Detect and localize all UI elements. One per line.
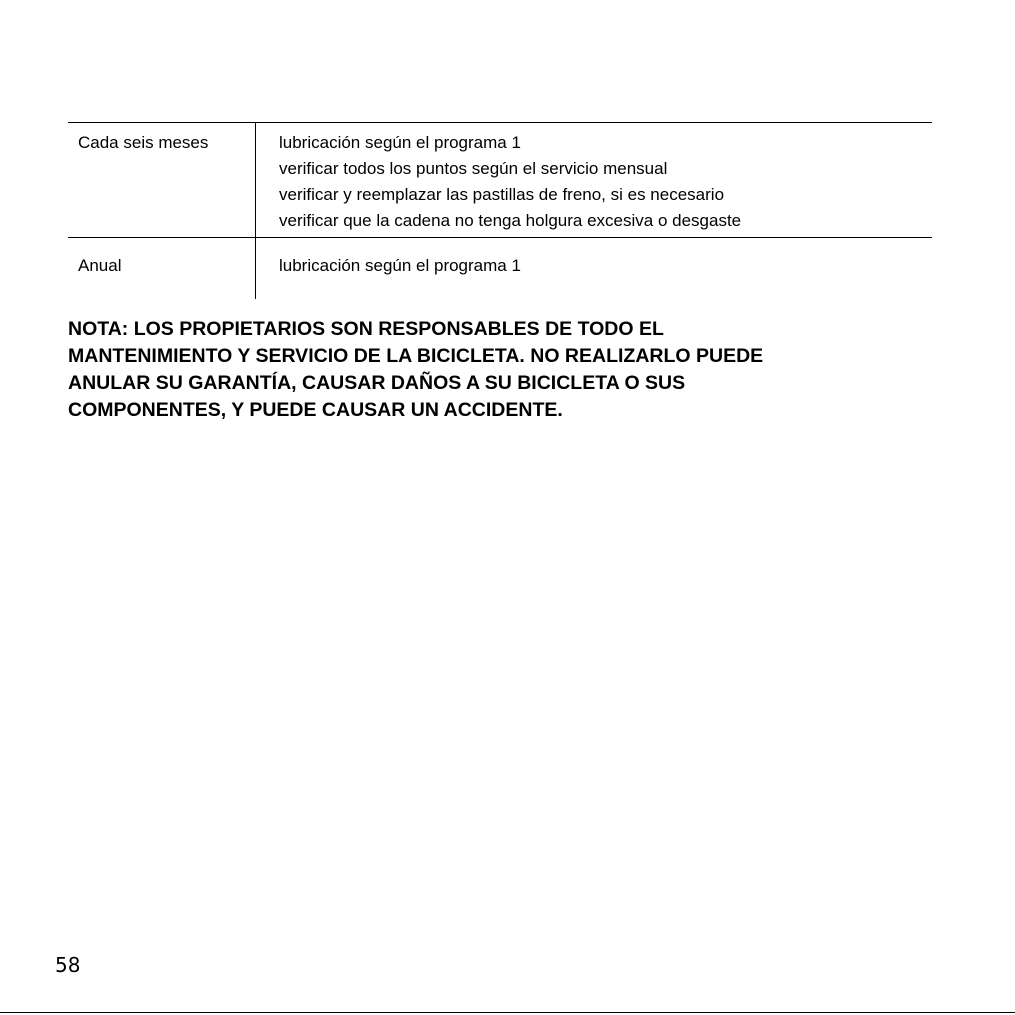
task-item: lubricación según el programa 1 xyxy=(279,256,521,275)
page-bottom-divider xyxy=(0,1012,1015,1013)
task-item: verificar que la cadena no tenga holgura excesiva o desgaste xyxy=(279,211,742,230)
task-item: verificar todos los puntos según el servicio mensual xyxy=(279,159,668,178)
schedule-period: Anual xyxy=(68,238,256,299)
task-item: verificar y reemplazar las pastillas de freno, si es necesario xyxy=(279,185,725,204)
schedule-row-six-months xyxy=(68,122,932,237)
schedule-tasks xyxy=(256,238,932,299)
note-line: ANULAR SU GARANTÍA, CAUSAR DAÑOS A SU BICICLETA O SUS xyxy=(68,372,686,394)
owner-responsibility-note xyxy=(68,316,948,424)
schedule-period: Cada seis meses xyxy=(68,123,256,237)
page-number: 58 xyxy=(55,953,81,977)
schedule-row-annual xyxy=(68,237,932,299)
task-item: lubricación según el programa 1 xyxy=(279,133,521,152)
maintenance-schedule-table xyxy=(68,122,932,299)
schedule-tasks xyxy=(256,123,932,237)
note-line: NOTA: LOS PROPIETARIOS SON RESPONSABLES DE TODO EL xyxy=(68,318,664,340)
note-line: COMPONENTES, Y PUEDE CAUSAR UN ACCIDENTE. xyxy=(68,399,563,421)
note-line: MANTENIMIENTO Y SERVICIO DE LA BICICLETA. NO REALIZARLO PUEDE xyxy=(68,345,764,367)
